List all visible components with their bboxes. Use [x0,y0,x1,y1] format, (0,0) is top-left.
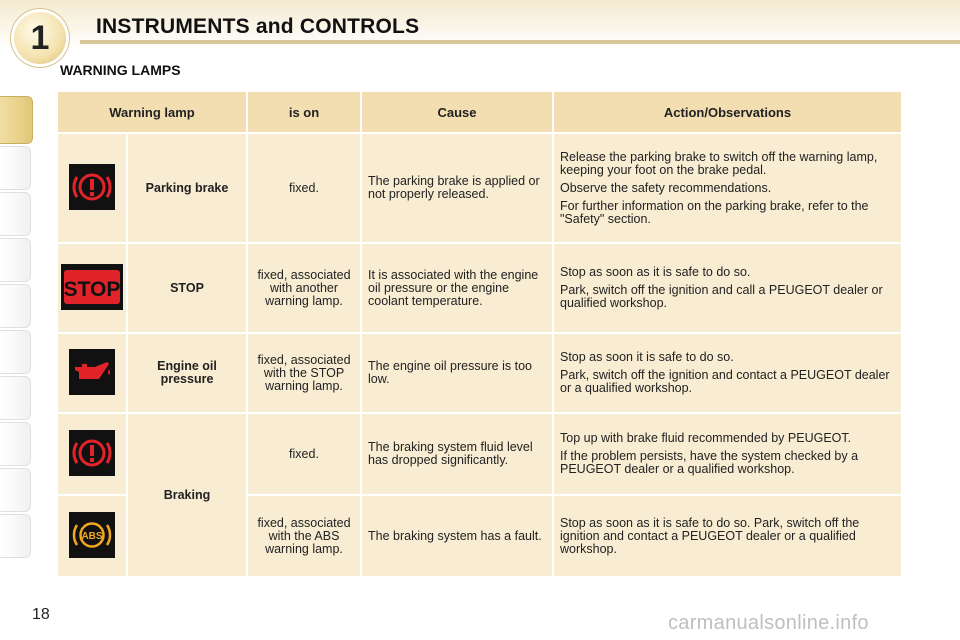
is-on-text: fixed, associated with the STOP warning lamp. [248,334,360,412]
watermark: carmanualsonline.info [668,612,869,634]
chapter-tabs [0,64,36,584]
cause-text: The parking brake is applied or not properly released. [362,134,552,242]
action-cell [554,244,901,332]
action-cell [554,414,901,494]
table-row [58,244,901,332]
lamp-cell [58,496,126,576]
lamp-cell [58,414,126,494]
header-is-on: is on [248,92,360,132]
stop-lamp-text: STOP [63,277,121,301]
parking-brake-lamp-icon [69,164,115,210]
chapter-tab-9[interactable] [0,468,31,512]
chapter-tab-2[interactable] [0,146,31,190]
lamp-cell [58,244,126,332]
lamp-name: STOP [128,244,246,332]
abs-lamp-icon [69,512,115,558]
cause-text: The braking system fluid level has dropped significantly. [362,414,552,494]
cause-text: The braking system has a fault. [362,496,552,576]
action-text: Top up with brake fluid recommended by PEUGEOT. [560,431,852,445]
action-text: Observe the safety recommendations. [560,180,772,195]
lamp-cell [58,334,126,412]
chapter-tab-7[interactable] [0,376,31,420]
lamp-name: Braking [128,414,246,576]
action-text: Release the parking brake to switch off the warning lamp, keeping your foot on the brake pedal. [560,149,878,177]
chapter-tab-1[interactable] [0,96,33,144]
table-row [58,334,901,412]
chapter-tab-5[interactable] [0,284,31,328]
action-text: For further information on the parking brake, refer to the "Safety" section. [560,198,869,226]
header-cause: Cause [362,92,552,132]
lamp-name: Parking brake [128,134,246,242]
action-text: Park, switch off the ignition and contact a PEUGEOT dealer or a qualified workshop. [560,368,890,395]
lamp-name: Engine oil pressure [128,334,246,412]
cause-text: It is associated with the engine oil pressure or the engine coolant temperature. [362,244,552,332]
action-text: Park, switch off the ignition and call a PEUGEOT dealer or qualified workshop. [560,283,883,310]
is-on-text: fixed, associated with another warning lamp. [248,244,360,332]
oil-can-lamp-icon [69,349,115,395]
action-text: Stop as soon it is safe to do so. [560,350,734,364]
chapter-tab-6[interactable] [0,330,31,374]
header-action: Action/Observations [554,92,901,132]
table-header-row [58,92,901,132]
chapter-number: 1 [30,18,50,57]
action-text: Stop as soon as it is safe to do so. Park, switch off the ignition and contact a PEUGEOT dealer or a qualified workshop. [560,515,860,556]
table-row [58,414,901,494]
action-cell [554,496,901,576]
action-text: Stop as soon as it is safe to do so. [560,265,751,279]
warning-lamps-table [56,90,903,578]
action-text: If the problem persists, have the system checked by a PEUGEOT dealer or a qualified workshop. [560,449,859,476]
stop-lamp-icon [61,264,123,310]
is-on-text: fixed, associated with the ABS warning lamp. [248,496,360,576]
is-on-text: fixed. [248,134,360,242]
brake-warning-lamp-icon [69,430,115,476]
action-cell [554,134,901,242]
chapter-tab-8[interactable] [0,422,31,466]
section-title: WARNING LAMPS [60,62,181,78]
table-row [58,134,901,242]
cause-text: The engine oil pressure is too low. [362,334,552,412]
page-number: 18 [32,606,50,623]
abs-lamp-text: ABS [81,530,103,542]
chapter-badge [14,12,66,64]
chapter-tab-4[interactable] [0,238,31,282]
is-on-text: fixed. [248,414,360,494]
header-warning-lamp: Warning lamp [58,92,246,132]
chapter-title: INSTRUMENTS and CONTROLS [96,15,420,38]
header-rule [80,40,960,44]
action-cell [554,334,901,412]
lamp-cell [58,134,126,242]
chapter-tab-10[interactable] [0,514,31,558]
chapter-tab-3[interactable] [0,192,31,236]
